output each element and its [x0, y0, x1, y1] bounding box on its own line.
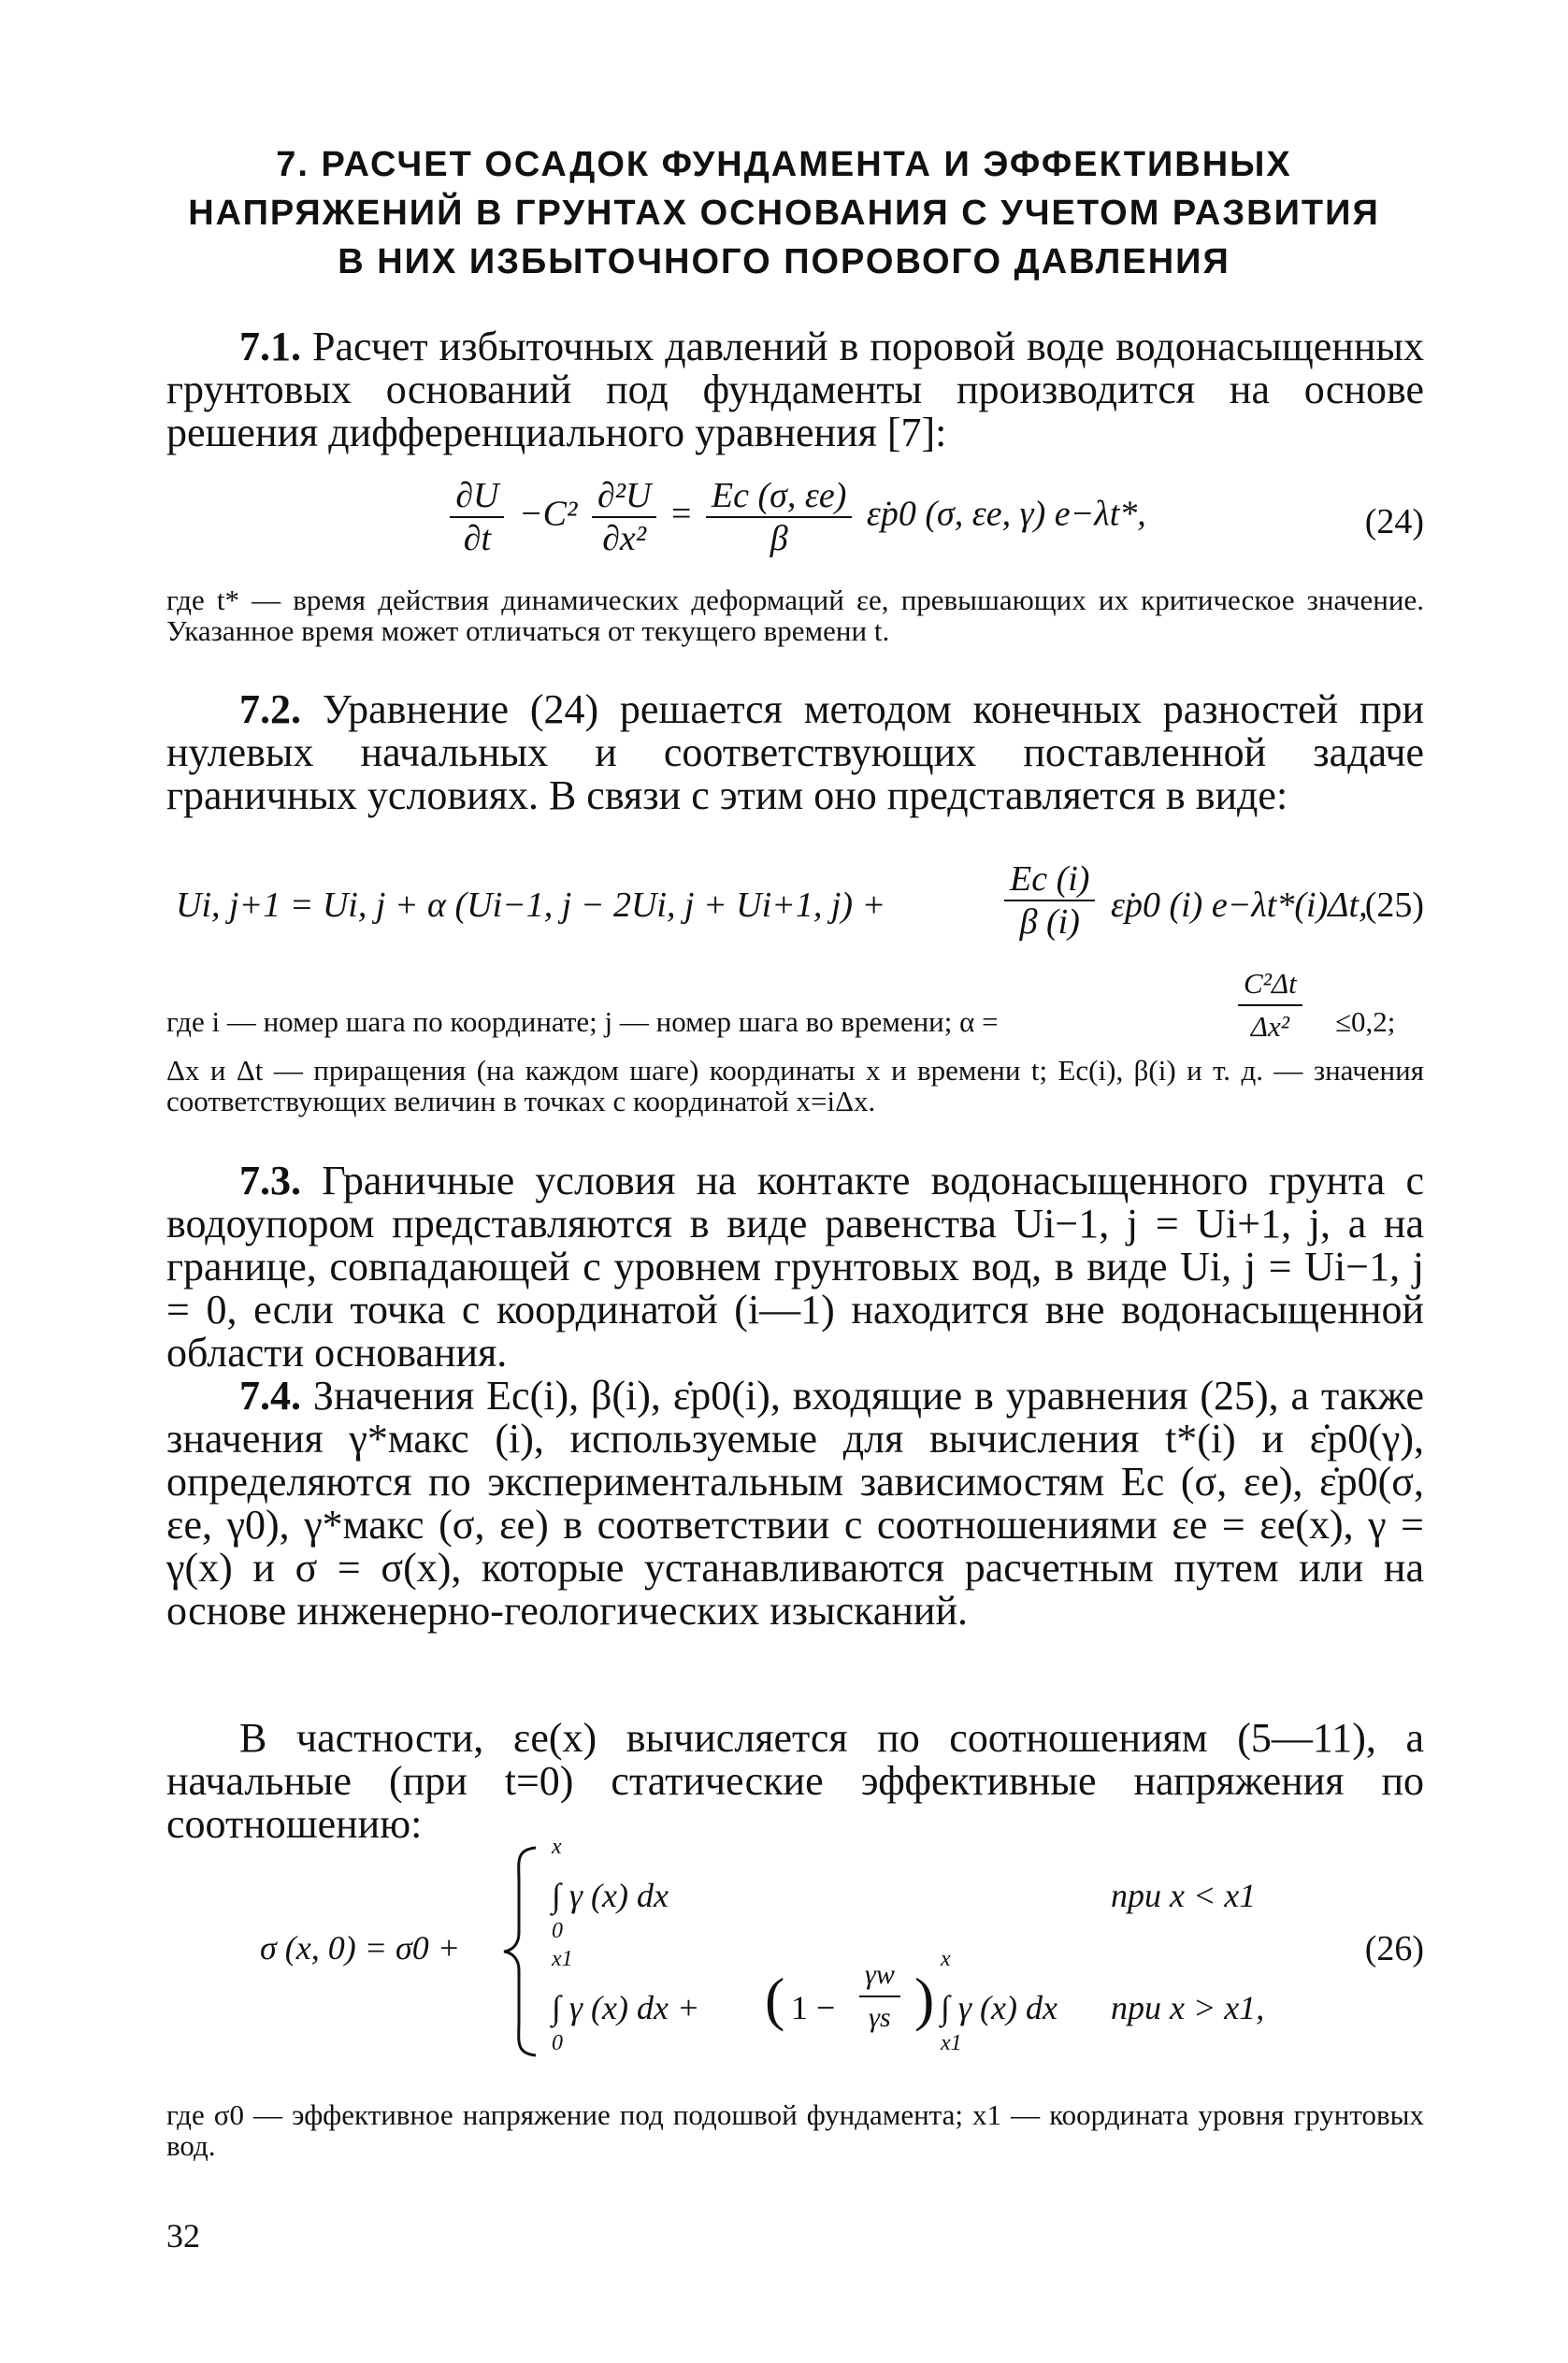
page-number: 32: [166, 2217, 200, 2255]
case2-condition: при x > x1,: [1111, 1989, 1265, 2026]
equation-25: [166, 858, 1424, 952]
paragraph-text: Уравнение (24) решается методом конечных разностей при нулевых начальных и соответствующих поставленной задаче граничных условиях. В связи с этим оно представляется в виде:: [166, 686, 1424, 818]
eq24-frac-2: $\frac{\text{∂²U}}{\text{∂x²}}$: [592, 475, 657, 559]
paragraph-number: 7.1.: [239, 324, 301, 369]
paragraph-number: 7.3.: [239, 1158, 301, 1203]
eq24-frac-3: $\frac{Eс (\sigma, \varepsilon e)}{\beta}$: [706, 475, 852, 559]
open-paren-icon: (: [765, 1966, 785, 2032]
heading-line-1: 7. РАСЧЕТ ОСАДОК ФУНДАМЕНТА И ЭФФЕКТИВНЫХ: [276, 145, 1292, 184]
heading-line-3: В НИХ ИЗБЫТОЧНОГО ПОРОВОГО ДАВЛЕНИЯ: [338, 242, 1230, 281]
paragraph-7-1: [166, 325, 1424, 454]
equation-number: (25): [1364, 886, 1424, 925]
equation-number: (24): [1364, 502, 1424, 541]
note-26: где σ0 — эффективное напряжение под подошвой фундамента; x1 — координата уровня грунтовых вод.: [166, 2098, 1424, 2162]
close-paren-icon: ): [914, 1966, 935, 2032]
paragraph-details: В частности, εe(x) вычисляется по соотношениям (5—11), а начальные (при t=0) статические эффективные напряжения по соотношению:: [166, 1715, 1424, 1847]
eq25-lhs: Ui, j+1 = Ui, j + α (Ui−1, j − 2Ui, j + Ui+1, j) +: [176, 886, 886, 925]
paragraph-text: Граничные условия на контакте водонасыщенного грунта с водоупором представляются в виде равенства Ui−1, j = Ui+1, j, а на границе, совпадающей с уровнем грунтовых вод, в виде Ui, j = Ui−1, j = 0, если точка с координатой (i—1) находится вне водонасыщенной области основания.: [166, 1158, 1425, 1376]
case1-lower-limit: 0: [552, 1919, 563, 1943]
eq26-lhs: σ (x, 0) = σ0 +: [260, 1929, 461, 1967]
section-heading: [140, 140, 1428, 286]
paragraph-number: 7.4.: [239, 1373, 301, 1419]
case2-upper-limit-1: x1: [552, 1947, 573, 1971]
equation-number: (26): [1364, 1929, 1424, 1968]
note-24: где t* — время действия динамических деформаций εe, превышающих их критическое значение. Указанное время может отличаться от текущего времени t.: [166, 584, 1424, 647]
case2-lower-limit-2: x1: [941, 2031, 962, 2055]
note-25-line-2: Δx и Δt — приращения (на каждом шаге) координаты x и времени t; Eс(i), β(i) и т. д. — значения соответствующих величин в точках с координатой x=iΔx.: [166, 1054, 1424, 1117]
eq24-tail: ε̇p0 (σ, εe, γ) e−λt*,: [866, 494, 1146, 534]
case2-integral-2: ∫ γ (x) dx: [941, 1989, 1057, 2026]
eq25-tail: ε̇p0 (i) e−λt*(i)Δt,: [1111, 886, 1368, 925]
paragraph-text: Расчет избыточных давлений в поровой воде водонасыщенных грунтовых оснований под фундаменты производится на основе решения дифференциального уравнения [7]:: [166, 324, 1424, 455]
case2-frac: $\frac{\gamma w}{\gamma s}$: [859, 1954, 900, 2039]
equation-26: [166, 1833, 1424, 2067]
paragraph-7-2: [166, 688, 1424, 817]
paragraph-7-4: [166, 1375, 1424, 1633]
equation-24: [166, 475, 1424, 569]
eq25-frac: Eс (i) β (i): [1004, 858, 1095, 943]
case1-condition: при x < x1: [1111, 1877, 1257, 1914]
paragraph-7-3: [166, 1160, 1424, 1375]
note-25-line-1: где i — номер шага по координате; j — номер шага во времени; α = $\frac{\text{C²Δt}}{\text{Δx²}}$ ≤0,2;: [166, 963, 1424, 1047]
paragraph-number: 7.2.: [239, 686, 301, 732]
case2-one-minus: 1 −: [791, 1989, 836, 2026]
eq24-equals: =: [670, 494, 692, 534]
eq24-minus-c2: −C²: [518, 494, 578, 534]
case2-integral-1: ∫ γ (x) dx +: [552, 1989, 700, 2026]
heading-line-2: НАПРЯЖЕНИЙ В ГРУНТАХ ОСНОВАНИЯ С УЧЕТОМ РАЗВИТИЯ: [188, 194, 1380, 233]
left-brace-icon: [498, 1844, 545, 2059]
eq24-frac-1: $\frac{\partial U}{\partial t}$: [450, 475, 504, 559]
case2-upper-limit-2: x: [941, 1947, 951, 1971]
case1-integral: ∫ γ (x) dx: [552, 1877, 669, 1914]
case1-upper-limit: x: [552, 1835, 562, 1859]
paragraph-text: Значения Eс(i), β(i), ε̇p0(i), входящие в уравнения (25), а также значения γ*макс (i), используемые для вычисления t*(i) и ε̇p0(γ), определяются по экспериментальным зависимостям Eс (σ, εe), ε̇p0(σ, εe, γ0), γ*макс (σ, εe) в соответствии с соотношениями εe = εe(x), γ = γ(x) и σ = σ(x), которые устанавливаются расчетным путем или на основе инженерно-геологических изысканий.: [166, 1373, 1424, 1634]
alpha-frac: $\frac{\text{C²Δt}}{\text{Δx²}}$: [1238, 963, 1302, 1047]
case2-lower-limit-1: 0: [552, 2031, 563, 2055]
